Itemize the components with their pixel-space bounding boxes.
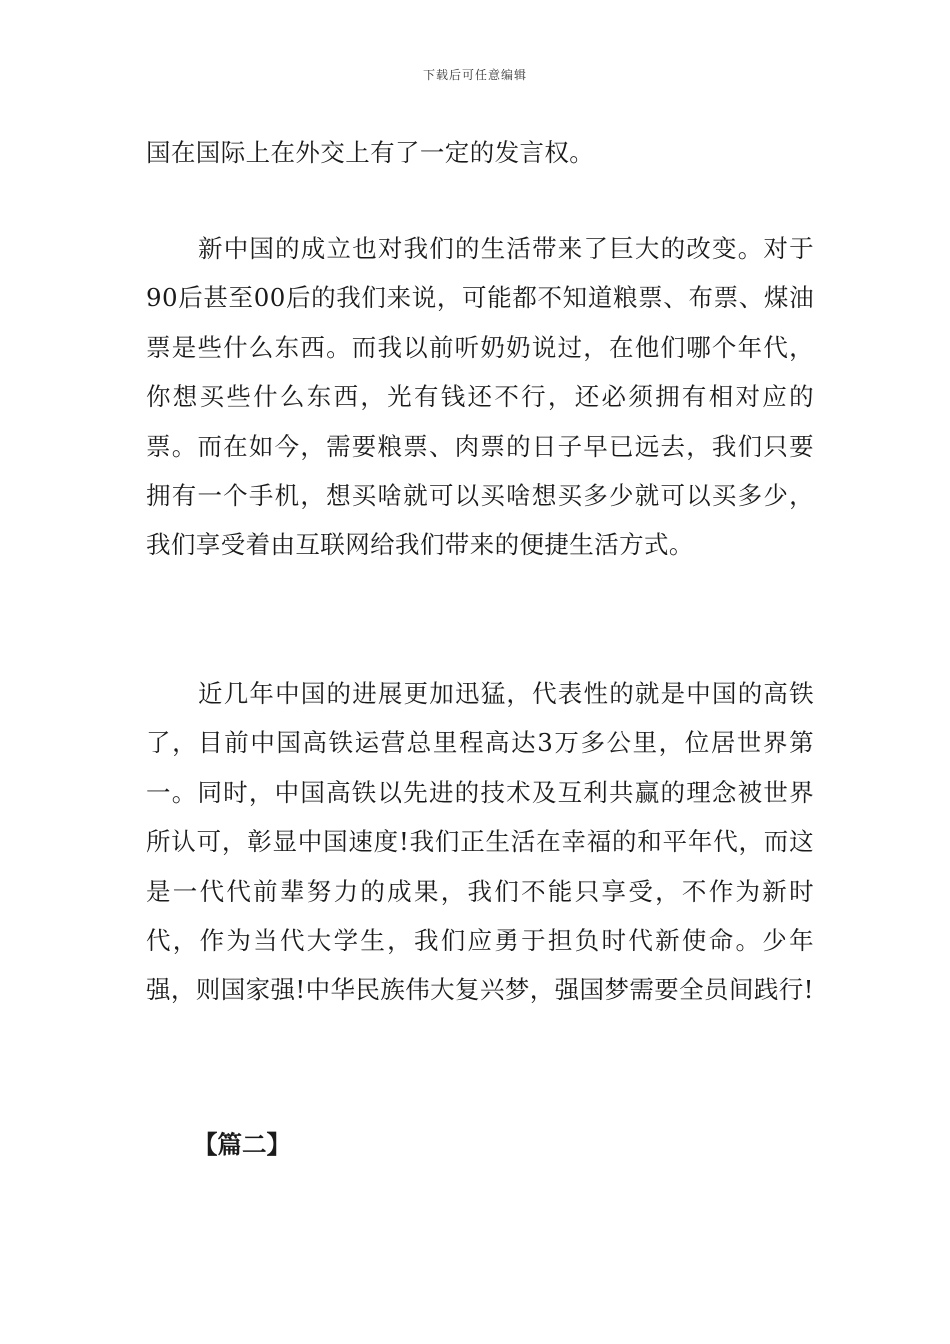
paragraph-continuation: 国在国际上在外交上有了一定的发言权。 — [146, 138, 595, 167]
paragraph-life-changes: 新中国的成立也对我们的生活带来了巨大的改变。对于90后甚至00后的我们来说，可能都不知道粮票、布票、煤油票是些什么东西。而我以前听奶奶说过，在他们哪个年代，你想买些什么东西，光有钱还不行，还必须拥有相对应的票。而在如今，需要粮票、肉票的日子早已远去，我们只要拥有一个手机，想买啥就可以买啥想买多少就可以买多少，我们享受着由互联网给我们带来的便捷生活方式。 — [146, 234, 814, 560]
paragraph-high-speed-rail: 近几年中国的进展更加迅猛，代表性的就是中国的高铁了，目前中国高铁运营总里程高达3万多公里，位居世界第一。同时，中国高铁以先进的技术及互利共赢的理念被世界所认可，彰显中国速度!我们正生活在幸福的和平年代，而这是一代代前辈努力的成果，我们不能只享受，不作为新时代，作为当代大学生，我们应勇于担负时代新使命。少年强，则国家强!中华民族伟大复兴梦，强国梦需要全员间践行! — [146, 679, 814, 1005]
section-heading: 【篇二】 — [193, 1130, 291, 1159]
page-header-note: 下载后可任意编辑 — [422, 68, 527, 82]
